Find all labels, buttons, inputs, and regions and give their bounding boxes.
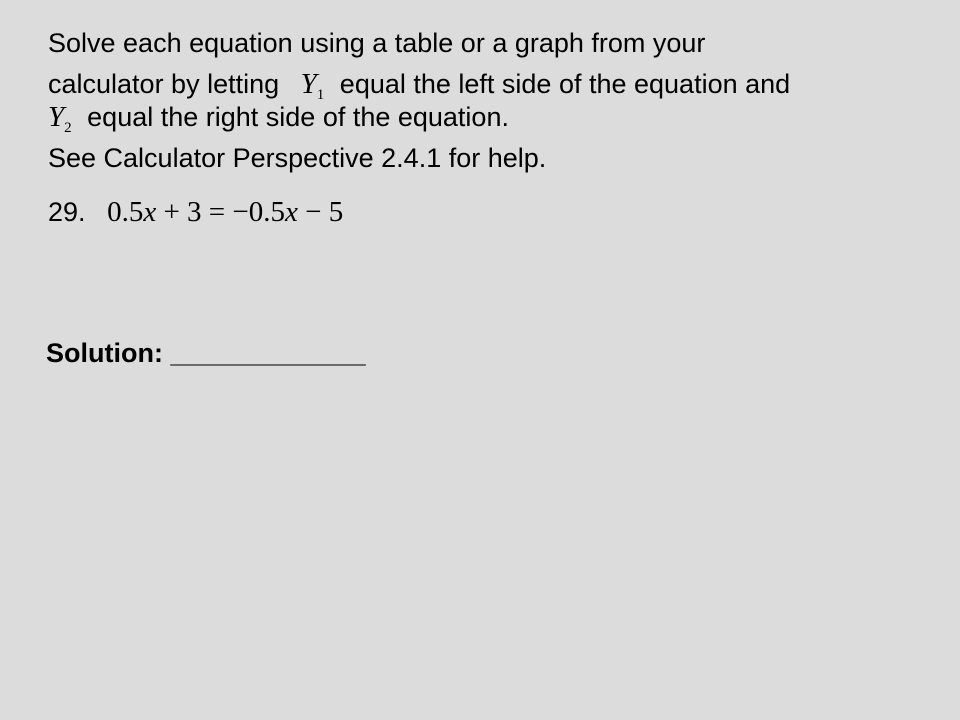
y1-symbol	[300, 68, 325, 103]
y2-variable: Y	[48, 101, 65, 133]
problem-equation	[107, 196, 343, 228]
instruction-line-1: Solve each equation using a table or a graph from your	[48, 28, 706, 58]
equation-rhs-rest: − 5	[297, 196, 344, 228]
solution-blank: _____________	[170, 338, 366, 368]
instruction-line-3	[48, 103, 509, 136]
equation-rhs-variable: x	[285, 196, 298, 228]
instruction-line-3-end: equal the right side of the equation.	[87, 102, 509, 132]
solution-label: Solution:	[46, 338, 163, 368]
instruction-line-2-start: calculator by letting	[48, 69, 280, 99]
y1-subscript: 1	[316, 87, 325, 103]
solution-line	[46, 338, 366, 369]
equation-lhs-variable: x	[143, 196, 157, 228]
y2-symbol	[48, 101, 72, 136]
instruction-line-2	[48, 70, 790, 103]
equation-middle: + 3 = −0.5	[156, 196, 286, 228]
y2-subscript: 2	[64, 120, 72, 136]
instruction-line-4: See Calculator Perspective 2.4.1 for help.	[48, 143, 547, 173]
y1-variable: Y	[300, 68, 317, 100]
problem-29	[48, 198, 343, 227]
instruction-line-2-end: equal the left side of the equation and	[339, 69, 791, 99]
problem-number: 29.	[48, 197, 86, 227]
equation-lhs-coefficient: 0.5	[107, 196, 144, 228]
